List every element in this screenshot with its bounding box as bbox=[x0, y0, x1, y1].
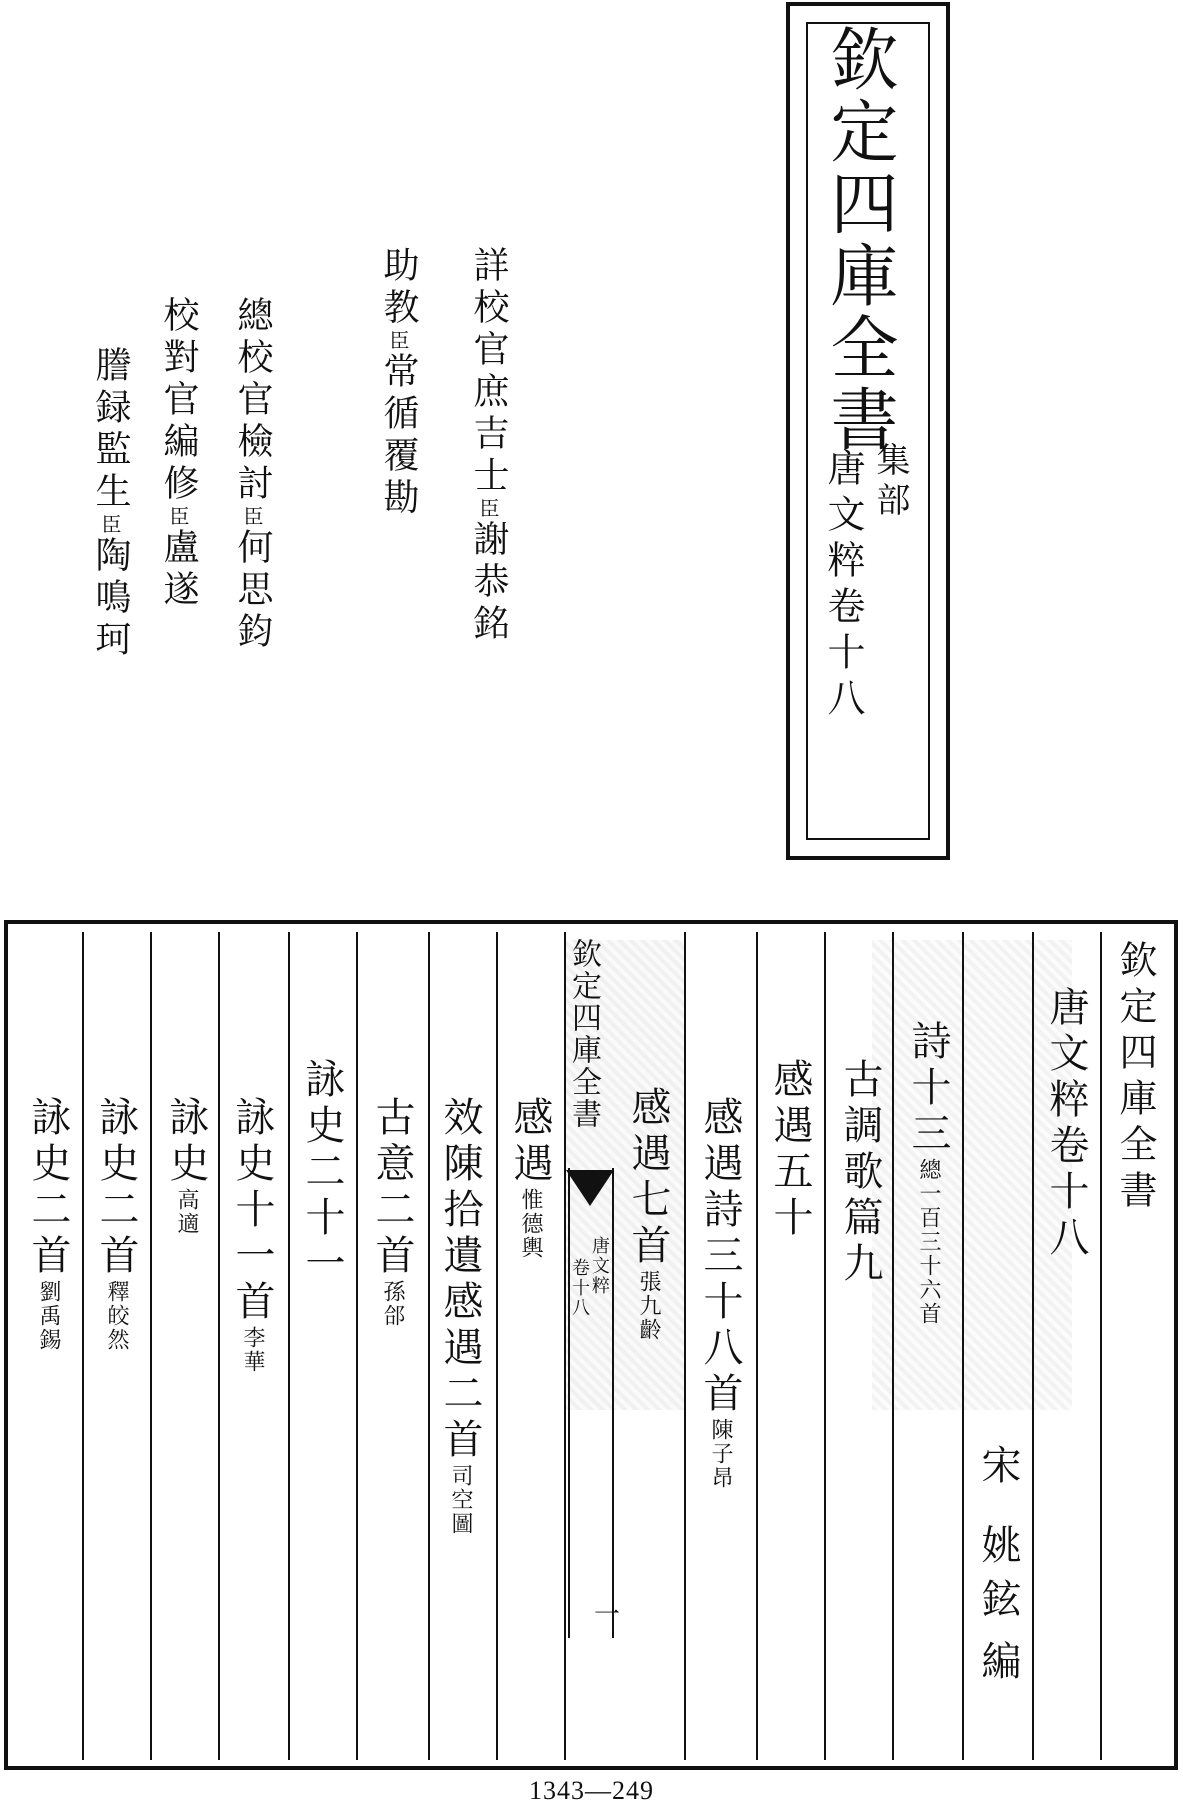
fold-page: 一 bbox=[594, 1600, 621, 1630]
credit-jiaodui: 校對官編修臣盧遂 bbox=[158, 296, 199, 612]
page-title: 唐文粹卷十八 bbox=[1043, 986, 1089, 1262]
column-rule bbox=[428, 932, 430, 1760]
poem-entry: 感遇七首張九齡 bbox=[625, 1086, 671, 1342]
column-rule bbox=[82, 932, 84, 1760]
genre-heading: 古調歌篇九 bbox=[837, 1058, 883, 1288]
author-dynasty: 宋 bbox=[975, 1444, 1021, 1490]
subsection-yongshi: 詠史二十一 bbox=[299, 1058, 345, 1288]
fold-header: 欽定四庫全書 bbox=[566, 938, 601, 1130]
column-rule bbox=[218, 932, 220, 1760]
credit-tenglu: 謄録監生臣陶鳴珂 bbox=[90, 346, 131, 662]
column-rule bbox=[496, 932, 498, 1760]
author-name: 姚鉉 bbox=[975, 1524, 1021, 1632]
poem-entry: 感遇詩三十八首陳子昂 bbox=[697, 1096, 743, 1490]
column-rule bbox=[356, 932, 358, 1760]
right-seal-band bbox=[872, 940, 1072, 1410]
subsection-ganyu: 感遇五十 bbox=[767, 1058, 813, 1242]
page-header: 欽定四庫全書 bbox=[1113, 940, 1157, 1216]
column-rule bbox=[962, 932, 964, 1760]
cover-volume: 唐文粹卷十八 bbox=[821, 448, 865, 724]
column-rule bbox=[150, 932, 152, 1760]
cover-main-title: 欽定四庫全書 bbox=[819, 24, 898, 456]
column-rule bbox=[288, 932, 290, 1760]
column-rule bbox=[684, 932, 686, 1760]
credit-zongjiao: 總校官檢討臣何思鈞 bbox=[232, 296, 273, 654]
column-rule bbox=[824, 932, 826, 1760]
author-role: 編 bbox=[975, 1640, 1021, 1686]
column-rule bbox=[892, 932, 894, 1760]
poem-entry: 詠史十一首李華 bbox=[229, 1096, 275, 1374]
credit-xiangjiao: 詳校官庶吉士臣謝恭銘 bbox=[468, 246, 509, 646]
poem-entry: 效陳拾遺感遇二首司空圖 bbox=[437, 1096, 483, 1536]
fold-marker bbox=[566, 1170, 614, 1206]
column-rule bbox=[1100, 932, 1102, 1760]
section-heading: 詩十三總一百三十六首 bbox=[905, 1020, 951, 1326]
poem-entry: 詠史二首劉禹錫 bbox=[25, 1096, 71, 1352]
poem-entry: 詠史高適 bbox=[163, 1096, 209, 1236]
column-rule bbox=[1032, 932, 1034, 1760]
poem-entry: 感遇惟德輿 bbox=[507, 1096, 553, 1260]
poem-entry: 詠史二首釋皎然 bbox=[93, 1096, 139, 1352]
credit-zhujiao: 助教臣常循覆勘 bbox=[378, 246, 419, 520]
fold-volume: 卷十八 bbox=[569, 1258, 590, 1318]
cover-category: 集部 bbox=[870, 442, 910, 522]
page-number: 1343—249 bbox=[529, 1776, 654, 1805]
fold-book: 唐文粹 bbox=[589, 1236, 610, 1296]
poem-entry: 古意二首孫郃 bbox=[369, 1096, 415, 1328]
column-rule bbox=[756, 932, 758, 1760]
